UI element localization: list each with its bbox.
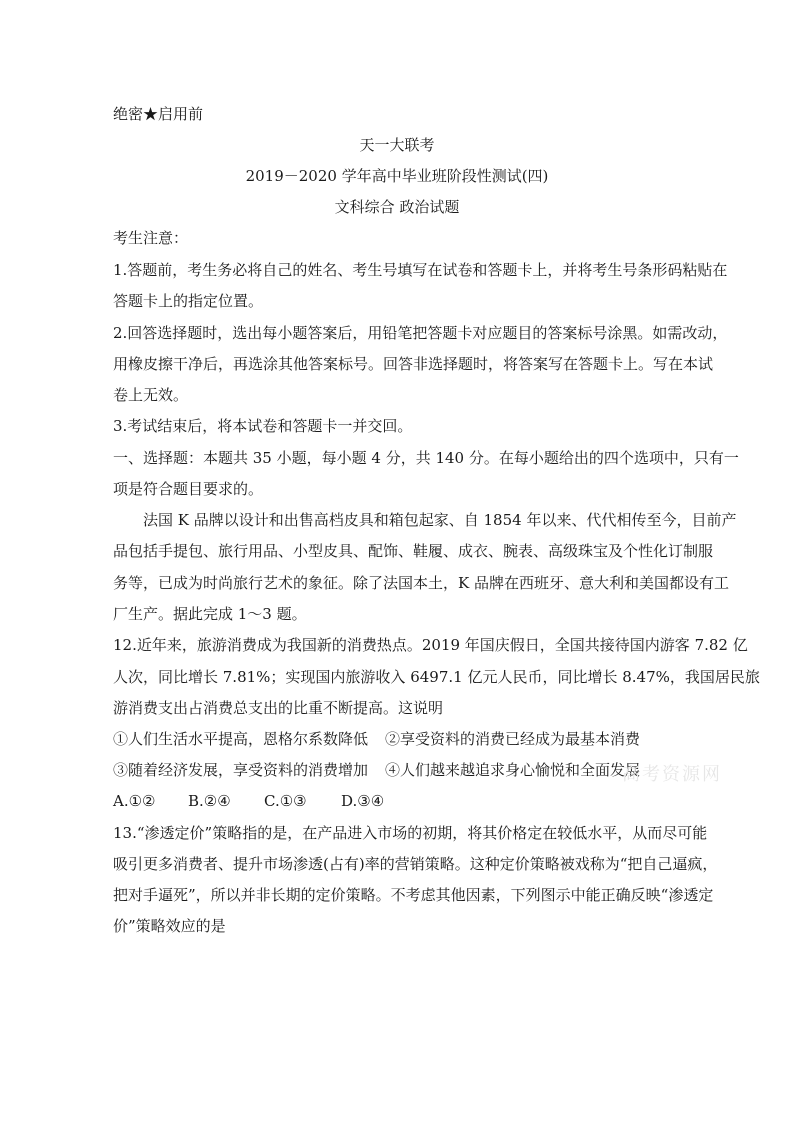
q12-choice-a: A.①② [113, 792, 156, 810]
notice-item-1-cont: 答题卡上的指定位置。 [113, 292, 264, 310]
question-13-stem: 13.“渗透定价”策略指的是，在产品进入市场的初期，将其价格定在较低水平，从而尽可能 [113, 824, 708, 842]
q12-option-1: ①人们生活水平提高，恩格尔系数降低 [113, 730, 369, 748]
question-13-stem-cont: 价”策略效应的是 [113, 917, 226, 935]
question-12-stem-cont: 人次，同比增长 7.81%；实现国内旅游收入 6497.1 亿元人民币，同比增长 8.47%，我国居民旅 [113, 668, 760, 686]
notice-title: 考生注意： [113, 229, 189, 247]
q12-option-3: ③随着经济发展，享受资料的消费增加 [113, 761, 369, 779]
q12-choice-c: C.①③ [264, 792, 307, 810]
question-12-stem: 12.近年来，旅游消费成为我国新的消费热点。2019 年国庆假日，全国共接待国内游客 7.82 亿 [113, 636, 748, 654]
q12-option-2: ②享受资料的消费已经成为最基本消费 [385, 730, 641, 748]
exam-title: 2019－2020 学年高中毕业班阶段性测试(四) [245, 167, 549, 185]
secret-mark: 绝密★启用前 [113, 105, 204, 123]
material-paragraph-cont: 务等，已成为时尚旅行艺术的象征。除了法国本土，K 品牌在西班牙、意大利和美国都设有工 [113, 574, 729, 592]
notice-item-2-cont2: 卷上无效。 [113, 386, 189, 404]
q12-choice-b: B.②④ [188, 792, 231, 810]
material-paragraph-cont: 厂生产。据此完成 1～3 题。 [113, 605, 307, 623]
notice-item-2-cont: 用橡皮擦干净后，再选涂其他答案标号。回答非选择题时，将答案写在答题卡上。写在本试 [113, 355, 714, 373]
subject-title: 文科综合 政治试题 [334, 198, 460, 216]
q12-option-4: ④人们越来越追求身心愉悦和全面发展 [385, 761, 641, 779]
notice-item-2: 2.回答选择题时，选出每小题答案后，用铅笔把答题卡对应题目的答案标号涂黑。如需改动， [113, 324, 728, 342]
question-12-stem-cont: 游消费支出占消费总支出的比重不断提高。这说明 [113, 699, 444, 717]
notice-item-3: 3.考试结束后，将本试卷和答题卡一并交回。 [113, 417, 413, 435]
q12-choice-d: D.③④ [341, 792, 385, 810]
watermark: 高考资源网 [622, 764, 722, 785]
question-13-stem-cont: 把对手逼死”，所以并非长期的定价策略。不考虑其他因素，下列图示中能正确反映“渗透定 [113, 886, 714, 904]
material-paragraph-cont: 品包括手提包、旅行用品、小型皮具、配饰、鞋履、成衣、腕表、高级珠宝及个性化订制服 [113, 542, 714, 560]
question-13-stem-cont: 吸引更多消费者、提升市场渗透(占有)率的营销策略。这种定价策略被戏称为“把自己逼疯， [113, 855, 718, 873]
notice-item-1: 1.答题前，考生务必将自己的姓名、考生号填写在试卷和答题卡上，并将考生号条形码粘贴在 [113, 261, 728, 279]
section-heading: 一、选择题：本题共 35 小题，每小题 4 分，共 140 分。在每小题给出的四个选项中，只有一 [113, 449, 739, 467]
material-paragraph: 法国 K 品牌以设计和出售高档皮具和箱包起家、自 1854 年以来、代代相传至今，目前产 [143, 511, 737, 529]
org-title: 天一大联考 [359, 136, 435, 154]
section-heading-cont: 项是符合题目要求的。 [113, 480, 264, 498]
